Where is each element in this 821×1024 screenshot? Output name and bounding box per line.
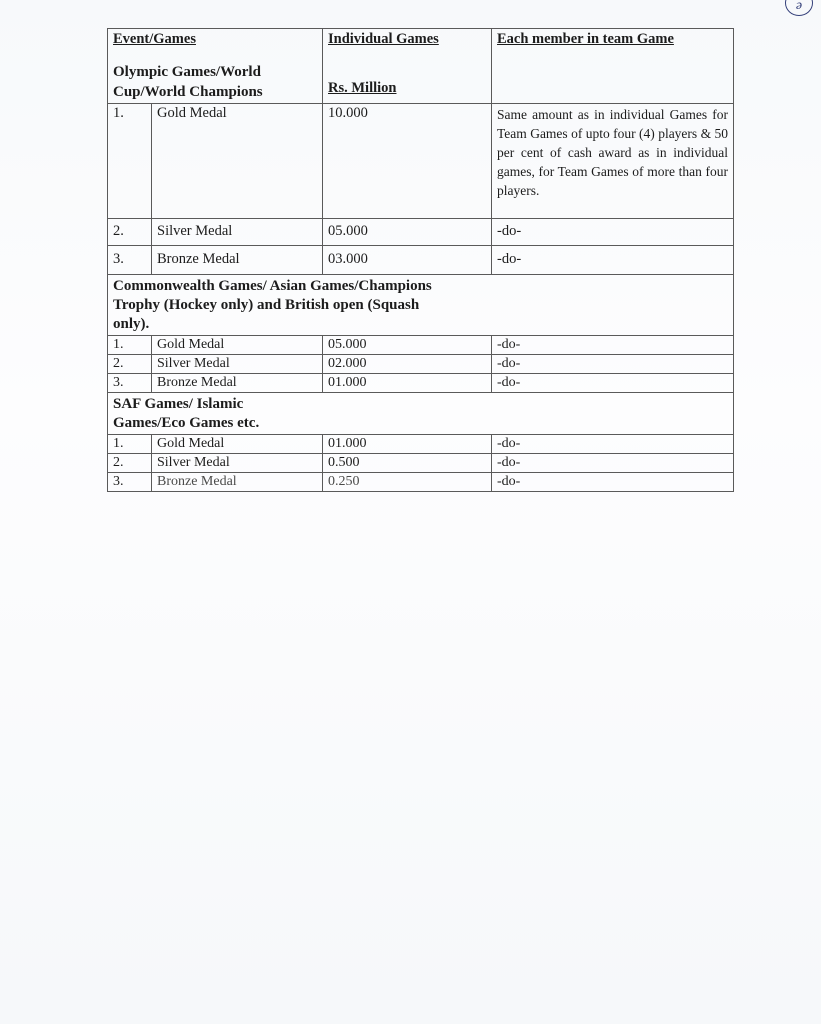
row-number: 2. xyxy=(108,454,152,473)
individual-amount: 10.000 xyxy=(323,104,492,219)
table-header-row xyxy=(108,29,734,104)
table-row xyxy=(108,336,734,355)
table-row xyxy=(108,104,734,219)
cash-award-table xyxy=(107,28,734,492)
saf-section-title: SAF Games/ Islamic Games/Eco Games etc. xyxy=(113,396,260,431)
individual-amount: 01.000 xyxy=(323,374,492,393)
row-number: 3. xyxy=(108,374,152,393)
individual-amount: 0.500 xyxy=(323,454,492,473)
header-team-label: Each member in team Game xyxy=(497,31,674,47)
header-event-label: Event/Games xyxy=(113,31,196,47)
individual-amount: 0.250 xyxy=(323,473,492,492)
table-row xyxy=(108,473,734,492)
saf-section-cell xyxy=(108,393,734,435)
table-row xyxy=(108,374,734,393)
medal-name: Silver Medal xyxy=(152,355,323,374)
row-number: 1. xyxy=(108,336,152,355)
medal-name: Bronze Medal xyxy=(152,374,323,393)
team-amount: -do- xyxy=(492,454,734,473)
team-amount-note: Same amount as in individual Games for Team Games of upto four (4) players & 50 per cent of cash award as in individual games, for Team Games of more than four players. xyxy=(492,104,734,219)
header-unit-label: Rs. Million xyxy=(328,80,397,96)
medal-name: Gold Medal xyxy=(152,104,323,219)
team-amount: -do- xyxy=(492,473,734,492)
table-row xyxy=(108,355,734,374)
section-row xyxy=(108,393,734,435)
medal-name: Silver Medal xyxy=(152,454,323,473)
row-number: 1. xyxy=(108,104,152,219)
table-row xyxy=(108,219,734,246)
medal-name: Gold Medal xyxy=(152,435,323,454)
row-number: 2. xyxy=(108,219,152,246)
commonwealth-section-cell xyxy=(108,275,734,336)
individual-amount: 02.000 xyxy=(323,355,492,374)
team-amount: -do- xyxy=(492,374,734,393)
header-individual-label: Individual Games xyxy=(328,31,439,47)
team-amount: -do- xyxy=(492,336,734,355)
individual-amount: 03.000 xyxy=(323,246,492,275)
medal-name: Gold Medal xyxy=(152,336,323,355)
olympic-category-title: Olympic Games/World Cup/World Champions xyxy=(113,64,263,100)
row-number: 3. xyxy=(108,473,152,492)
row-number: 1. xyxy=(108,435,152,454)
row-number: 3. xyxy=(108,246,152,275)
commonwealth-section-title: Commonwealth Games/ Asian Games/Champions Trophy (Hockey only) and British open (Squash only). xyxy=(113,278,432,332)
header-team-cell xyxy=(492,29,734,104)
team-amount: -do- xyxy=(492,355,734,374)
section-row xyxy=(108,275,734,336)
individual-amount: 05.000 xyxy=(323,336,492,355)
individual-amount: 05.000 xyxy=(323,219,492,246)
team-amount: -do- xyxy=(492,246,734,275)
table-row xyxy=(108,454,734,473)
signature-initial: ə xyxy=(785,0,813,16)
team-amount: -do- xyxy=(492,219,734,246)
header-event-cell xyxy=(108,29,323,104)
medal-name: Bronze Medal xyxy=(152,246,323,275)
row-number: 2. xyxy=(108,355,152,374)
medal-name: Bronze Medal xyxy=(152,473,323,492)
medal-name: Silver Medal xyxy=(152,219,323,246)
table-row xyxy=(108,435,734,454)
individual-amount: 01.000 xyxy=(323,435,492,454)
header-individual-cell xyxy=(323,29,492,104)
table-row xyxy=(108,246,734,275)
team-amount: -do- xyxy=(492,435,734,454)
